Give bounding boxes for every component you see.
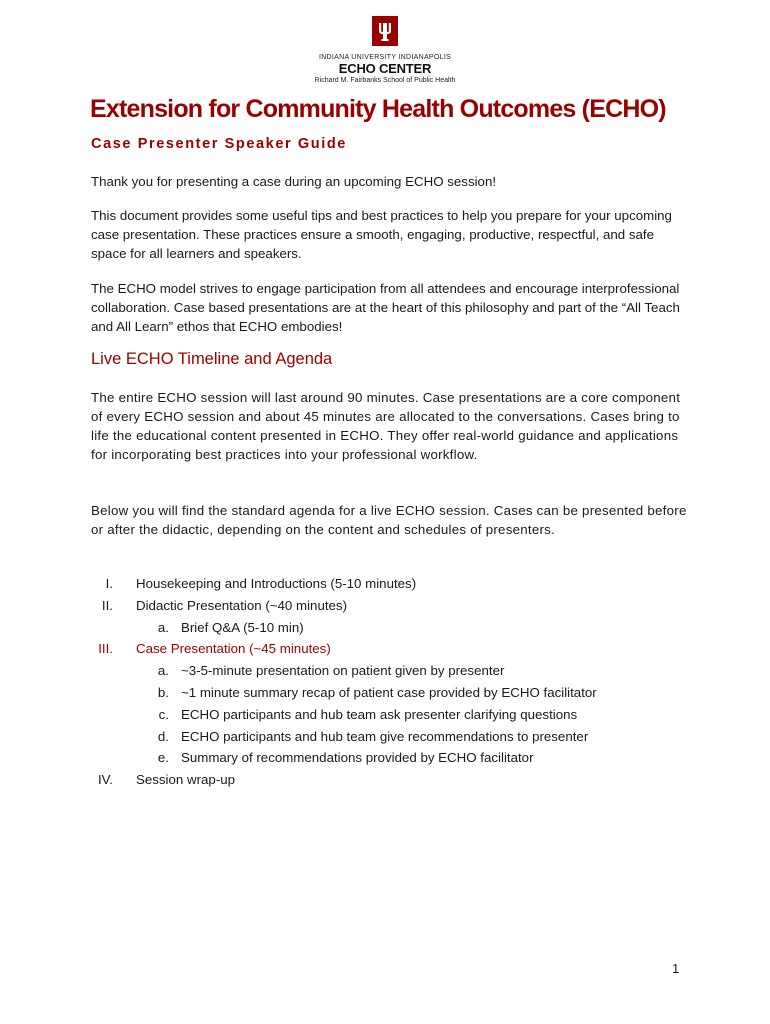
agenda-subitem-letter: e. — [157, 750, 169, 766]
iu-echo-logo — [0, 16, 770, 85]
page-number: 1 — [672, 961, 680, 976]
agenda-item-text: Case Presentation (~45 minutes) — [136, 641, 331, 657]
agenda-subitem-text: Brief Q&A (5-10 min) — [181, 619, 304, 635]
agenda-subitem-letter: b. — [157, 684, 169, 700]
page-title: Extension for Community Health Outcomes (ECHO) — [90, 95, 666, 123]
intro-paragraph-2: This document provides some useful tips and best practices to help you prepare for your upcoming case presentation. These practices ensure a smooth, engaging, productive, respectful, and safe space for all learners and speakers. — [91, 208, 672, 261]
agenda-subitem — [0, 663, 770, 685]
iu-trident-icon — [372, 16, 398, 46]
agenda-subitem — [0, 707, 770, 729]
agenda-subitem-letter: c. — [158, 706, 169, 722]
agenda-item-number: IV. — [97, 772, 113, 788]
timeline-paragraph-1: The entire ECHO session will last around 90 minutes. Case presentations are a core component of every ECHO session and about 45 minutes are allocated to the conversations. Cases bring to life the educational content presented in ECHO. They offer real-world guidance and applications for incorporating best practices into your professional workflow. — [91, 390, 681, 462]
agenda-subitem-letter: d. — [157, 728, 169, 744]
agenda-item — [0, 598, 770, 620]
agenda-subitem-text: ~3-5-minute presentation on patient given by presenter — [181, 663, 505, 679]
section-heading: Live ECHO Timeline and Agenda — [91, 350, 333, 368]
agenda-subitem-text: ECHO participants and hub team give recommendations to presenter — [181, 728, 589, 744]
agenda-subitem-text: ECHO participants and hub team ask presenter clarifying questions — [181, 706, 578, 722]
agenda-subitem-letter: a. — [157, 619, 169, 635]
agenda-list — [0, 576, 770, 794]
logo-university: INDIANA UNIVERSITY INDIANAPOLIS — [318, 54, 452, 61]
agenda-item-text: Housekeeping and Introductions (5-10 minutes) — [136, 576, 417, 591]
agenda-subitem-text: Summary of recommendations provided by ECHO facilitator — [181, 750, 534, 766]
agenda-subitem — [0, 685, 770, 707]
logo-center: ECHO CENTER — [338, 61, 432, 76]
agenda-subitem — [0, 750, 770, 772]
page-subtitle: Case Presenter Speaker Guide — [91, 136, 347, 152]
agenda-item-text: Session wrap-up — [136, 772, 236, 788]
agenda-item-number: I. — [105, 576, 113, 591]
agenda-item-text: Didactic Presentation (~40 minutes) — [136, 597, 348, 613]
agenda-item — [0, 576, 770, 598]
agenda-item-number: II. — [101, 597, 113, 613]
intro-paragraph-3: The ECHO model strives to engage participation from all attendees and encourage interprofessional collaboration. Case based presentations are at the heart of this philosophy and part of the “All Teach and All Learn” ethos that ECHO embodies! — [91, 281, 680, 334]
agenda-item — [0, 772, 770, 794]
agenda-subitem — [0, 729, 770, 751]
agenda-item-number: III. — [98, 641, 113, 657]
agenda-subitem — [0, 620, 770, 642]
timeline-paragraph-2: Below you will find the standard agenda for a live ECHO session. Cases can be presented before or after the didactic, depending on the content and schedules of presenters. — [91, 503, 687, 537]
agenda-item-highlighted — [0, 641, 770, 663]
logo-school: Richard M. Fairbanks School of Public Health — [314, 77, 456, 84]
intro-paragraph-1: Thank you for presenting a case during an upcoming ECHO session! — [91, 174, 497, 189]
agenda-subitem-letter: a. — [157, 663, 169, 679]
agenda-subitem-text: ~1 minute summary recap of patient case provided by ECHO facilitator — [181, 684, 597, 700]
